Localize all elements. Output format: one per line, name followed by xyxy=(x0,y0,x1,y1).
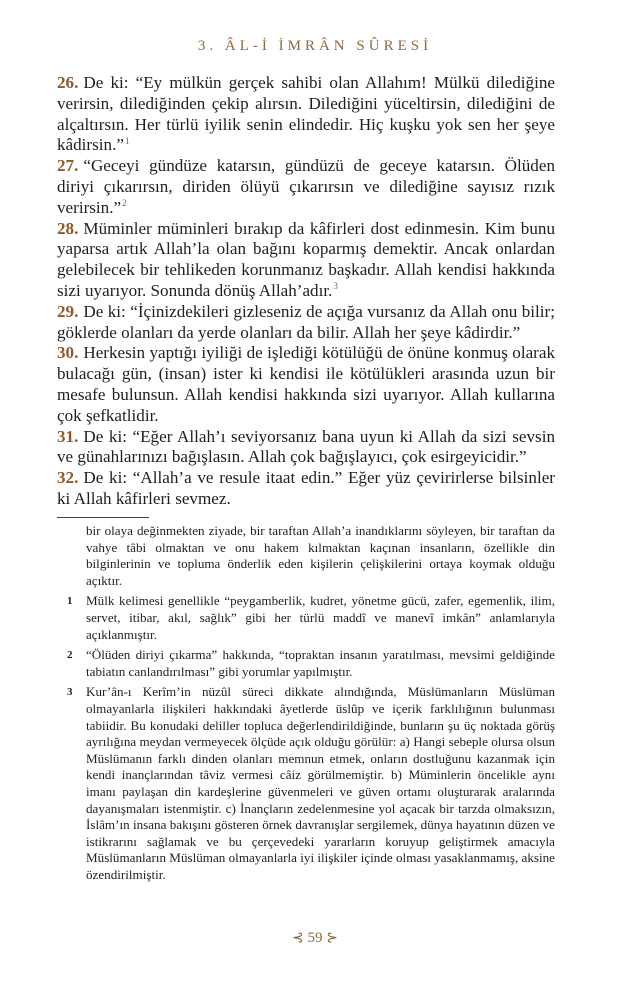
verse-text: Müminler müminleri bırakıp da kâfirleri dost edinmesin. Kim bunu yaparsa artık Allah’la olan bağını koparmış demektir. Ancak onlardan gelebilecek bir tehlikeden korunmanız başkadır. Allah kendisi hakkında sizi uyarıyor. Sonunda dönüş Allah’adır. xyxy=(57,218,555,300)
footnote-text: bir olaya değinmekten ziyade, bir taraftan Allah’a inandıklarını söyleyen, bir taraftan da vahye tâbi olmaktan ve onu hakem kılmaktan kaçınan insanların, özellikle din bilginlerinin ve topluma önderlik eden kişilerin çelişkilerini ortaya koymak olduğu açıktır. xyxy=(86,523,555,588)
footnote-number: 1 xyxy=(67,595,73,608)
page-number: 59 xyxy=(307,930,323,946)
left-ornament-icon: ⊰ xyxy=(292,931,304,946)
verse-number: 29. xyxy=(57,301,79,321)
verse-32 xyxy=(57,468,555,510)
footnote-text: Mülk kelimesi genellikle “peygamberlik, kudret, yönetme gücü, zafer, egemenlik, ilim, servet, itibar, akıl, sağlık” gibi her türlü maddî ve manevî imkân” anlamlarıyla açıklanmıştır. xyxy=(86,593,555,642)
footnote-2 xyxy=(57,647,555,680)
verse-number: 32. xyxy=(57,468,79,488)
verse-number: 27. xyxy=(57,156,79,176)
verse-number: 26. xyxy=(57,73,79,92)
verse-number: 28. xyxy=(57,218,79,238)
footnote-divider xyxy=(57,517,149,518)
running-header: 3. ÂL-İ İMRÂN SÛRESİ xyxy=(197,38,433,54)
footnotes-block xyxy=(57,523,555,887)
footnote-3 xyxy=(57,684,555,883)
verse-text: De ki: “Ey mülkün gerçek sahibi olan Allahım! Mülkü dilediğine verirsin, dilediğinden çekip alırsın. Dilediğini yüceltirsin, dilediğini de alçaltırsın. Her türlü iyilik senin elindedir. Hiç kuşku yok sen her şeye kâdirsin.” xyxy=(57,73,555,155)
verse-text: De ki: “Eğer Allah’ı seviyorsanız bana uyun ki Allah da sizi sevsin ve günahlarınızı bağışlasın. Allah çok bağışlayıcı, çok esirgeyicidir.” xyxy=(57,426,555,467)
footnote-number: 3 xyxy=(67,686,73,699)
footnote-ref: 2 xyxy=(122,198,127,209)
verse-26 xyxy=(57,73,555,156)
verse-31 xyxy=(57,427,555,469)
page-footer xyxy=(0,930,630,947)
verse-number: 31. xyxy=(57,426,79,446)
verse-text: “Geceyi gündüze katarsın, gündüzü de geceye katarsın. Ölüden diriyi çıkarırsın, diriden ölüyü çıkarırsın ve dilediğine sayısız rızık verirsin.” xyxy=(57,156,555,217)
right-ornament-icon: ⊱ xyxy=(326,931,338,946)
verse-28 xyxy=(57,219,555,302)
footnote-ref: 1 xyxy=(124,135,130,146)
verse-text: Herkesin yaptığı iyiliği de işlediği kötülüğü de önüne konmuş olarak bulacağı gün, (insan) ister ki kendisi ile kötülükleri arasında uzun bir mesafe bulunsun. Allah kendisi hakkında sizi uyarıyor. Allah kullarına çok şefkatlidir. xyxy=(57,343,555,425)
footnote-number: 2 xyxy=(67,649,73,662)
verse-text: De ki: “Allah’a ve resule itaat edin.” Eğer yüz çevirirlerse bilsinler ki Allah kâfirleri sevmez. xyxy=(57,468,555,508)
footnote-text: Kur’ân-ı Kerîm’in nüzûl süreci dikkate alındığında, Müslümanların Müslüman olmayanlarla ilişkileri hakkındaki âyetlerde üslûp ve içerik farklılığının bulunması tabiidir. Bu konudaki deliller topluca değerlendirildiğinde, bunların şu üç noktada görüş ayrılığına meydan vermeyecek ölçüde açık olduğu görülür: a) Hangi sebeple olursa olsun Müslümanın farklı dinden olanları memnun etmek, onların dostluğunu kazanmak için kendi inançlarından tâviz vermesi câiz görülmemiştir. b) Müminlerin öncelikle aynı imanı paylaşan din kardeşlerine güvenmeleri ve güven ortamı oluşturarak aralarında dayanışmaları istenmiştir. c) İnançların zedelenmesine yol açacak bir tarzda olmaksızın, İslâm’ın insana bakışını gösteren örnek davranışlar sergilemek, dünya hayatının düzen ve istikrarını sağlamak ve bu çerçevedeki yararların koruyup geliştirmek amacıyla Müslümanların Müslüman olmayanlarla iyi ilişkiler içinde olması yasaklanmamış, aksine özendirilmiştir. xyxy=(86,684,555,882)
verses-block xyxy=(57,73,555,510)
verse-30 xyxy=(57,343,555,426)
footnote-ref: 3 xyxy=(333,281,338,292)
verse-27 xyxy=(57,156,555,218)
footnote-1 xyxy=(57,593,555,643)
footnote-text: “Ölüden diriyi çıkarma” hakkında, “topraktan insanın yaratılması, mevsimi geldiğinde tabiatın canlandırılması” gibi yorumlar yapılmıştır. xyxy=(86,647,555,679)
verse-29 xyxy=(57,302,555,344)
verse-text: De ki: “İçinizdekileri gizleseniz de açığa vursanız da Allah onu bilir; göklerde olanları da yerde olanları da bilir. Allah her şeye kâdirdir.” xyxy=(57,301,555,342)
verse-number: 30. xyxy=(57,343,79,363)
footnote-continued xyxy=(57,523,555,589)
